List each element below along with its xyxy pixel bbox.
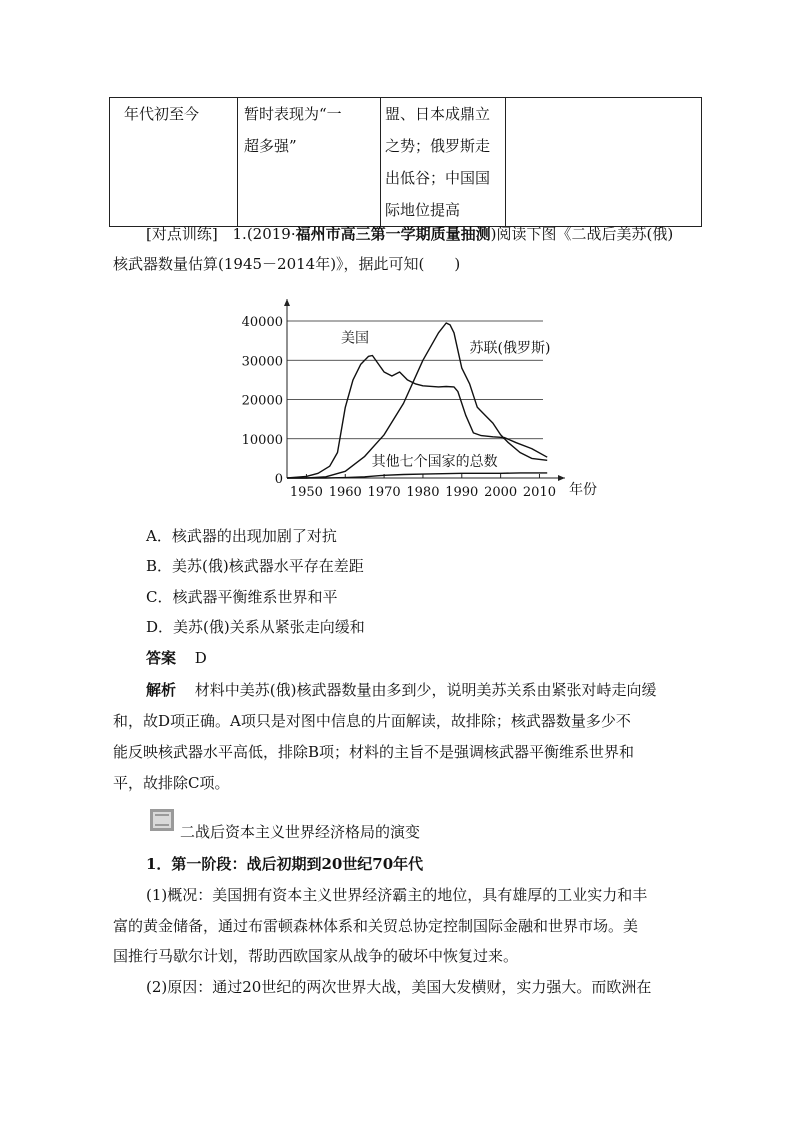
others-series-label: 其他七个国家的总数: [371, 454, 498, 471]
ussr-series-label: 苏联(俄罗斯): [469, 340, 551, 357]
y-tick-label: 40000: [241, 315, 283, 330]
x-tick-label: 1970: [367, 485, 401, 500]
y-tick-label: 10000: [241, 432, 283, 448]
question-source: 福州市高三第一学期质量抽测: [295, 225, 491, 243]
y-tick-label: 0: [274, 472, 283, 487]
answer-value: D: [194, 649, 207, 667]
us-series-label: 美国: [340, 330, 369, 347]
analysis-label: 解析: [146, 681, 177, 699]
cell-line: 盟、日本成鼎立: [385, 105, 491, 123]
answer-line: [146, 648, 207, 668]
para2-line-1: (2)原因：通过20世纪的两次世界大战，美国大发横财，实力强大。而欧洲在: [146, 978, 652, 996]
table-cell-empty: [506, 98, 702, 227]
option-c: C．核武器平衡维系世界和平: [146, 588, 338, 606]
x-tick-label: 1950: [289, 485, 323, 500]
analysis-line-1: [146, 680, 657, 700]
comparison-table: [109, 97, 702, 227]
question-stem-line-1: [146, 224, 673, 244]
x-tick-label: 2000: [484, 485, 518, 500]
analysis-text: 材料中美苏(俄)核武器数量由多到少，说明美苏关系由紧张对峙走向缓: [194, 681, 657, 699]
option-b: B．美苏(俄)核武器水平存在差距: [146, 557, 364, 575]
x-axis-label: 年份: [569, 482, 597, 498]
table-row: [110, 98, 702, 227]
question-number: 1.: [232, 225, 247, 243]
cell-line: 暂时表现为“一: [244, 105, 342, 123]
stage-heading: 1．第一阶段：战后初期到20世纪70年代: [146, 855, 424, 873]
practice-tag: [对点训练]: [146, 225, 218, 243]
cell-line: 出低谷；中国国: [385, 169, 491, 187]
section-marker-icon: [149, 808, 175, 832]
table-cell-pattern: [238, 98, 381, 227]
question-stem-a: )阅读下图《二战后美苏(俄): [490, 225, 674, 243]
section-title: 二战后资本主义世界经济格局的演变: [180, 823, 421, 841]
cell-line: 超多强”: [244, 137, 297, 155]
cell-line: 之势；俄罗斯走: [385, 137, 491, 155]
analysis-line-2: 和，故D项正确。A项只是对图中信息的片面解读，故排除；核武器数量多少不: [113, 712, 631, 730]
x-tick-label: 1990: [445, 485, 479, 500]
question-source-year: (2019·: [246, 225, 296, 243]
y-tick-label: 30000: [241, 354, 283, 370]
table-cell-description: [381, 98, 506, 227]
answer-label: 答案: [146, 649, 177, 667]
option-d: D．美苏(俄)关系从紧张走向缓和: [146, 618, 365, 636]
para1-line-3: 国推行马歇尔计划，帮助西欧国家从战争的破坏中恢复过来。: [113, 947, 519, 965]
table-cell-period: [110, 98, 238, 227]
x-axis-arrow-icon: [558, 475, 565, 481]
y-tick-label: 20000: [241, 393, 283, 409]
x-tick-label: 2010: [522, 485, 557, 500]
analysis-line-4: 平，故排除C项。: [113, 774, 230, 792]
question-stem-line-2: 核武器数量估算(1945－2014年)》，据此可知( ): [113, 255, 461, 273]
y-axis-arrow-icon: [284, 299, 290, 306]
cell-line: 际地位提高: [385, 201, 461, 219]
option-a: A．核武器的出现加剧了对抗: [146, 527, 337, 545]
para1-line-2: 富的黄金储备，通过布雷顿森林体系和关贸总协定控制国际金融和世界市场。美: [113, 917, 639, 935]
para1-line-1: (1)概况：美国拥有资本主义世界经济霸主的地位，具有雄厚的工业实力和丰: [146, 886, 648, 904]
cell-text: 年代初至今: [124, 105, 200, 123]
x-tick-label: 1980: [406, 485, 440, 500]
analysis-line-3: 能反映核武器水平高低，排除B项；材料的主旨不是强调核武器平衡维系世界和: [113, 743, 635, 761]
nuclear-weapons-chart: [235, 295, 605, 507]
x-tick-label: 1960: [328, 485, 362, 500]
